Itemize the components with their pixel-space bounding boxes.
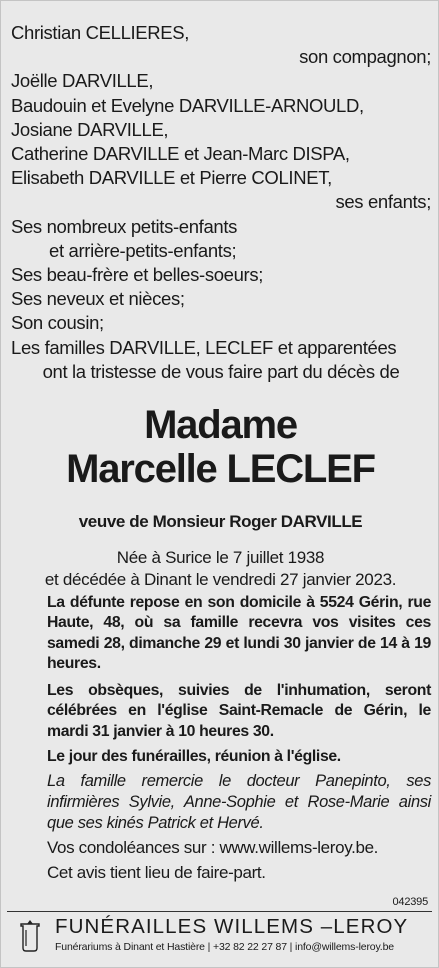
visitation-paragraph: [11, 593, 431, 674]
family-line: Elisabeth DARVILLE et Pierre COLINET,: [11, 167, 332, 189]
widow-of: veuve de Monsieur Roger DARVILLE: [78, 512, 363, 531]
family-line: Ses beau-frère et belles-soeurs;: [11, 264, 264, 286]
family-line: Son cousin;: [11, 312, 104, 334]
reference-number: 042395: [392, 896, 428, 908]
family-line: Ses neveux et nièces;: [11, 288, 185, 310]
birth-death-dates: [1, 547, 439, 590]
urn-logo-icon: [17, 918, 43, 954]
family-line: Christian CELLIERES,: [11, 22, 190, 43]
family-list: [11, 21, 431, 384]
condolences-text: Vos condoléances sur : www.willems-leroy.be.: [47, 838, 379, 857]
family-line: et arrière-petits-enfants;: [49, 239, 237, 261]
family-line: ont la tristesse de vous faire part du décès de: [42, 360, 400, 382]
meeting-paragraph: [11, 747, 431, 767]
meeting-text: Le jour des funérailles, réunion à l'église.: [47, 748, 341, 765]
condolences-paragraph: [11, 838, 431, 858]
family-line: ses enfants;: [335, 191, 431, 213]
death-line: et décédée à Dinant le vendredi 27 janvier 2023.: [44, 569, 397, 589]
funeral-paragraph: [11, 681, 431, 742]
visitation-text: La défunte repose en son domicile à 5524 Gérin, rue Haute, 48, où sa famille recevra vos visites ces samedi 28, dimanche 29 et lundi 30 janvier de 14 à 19 heures.: [47, 594, 431, 672]
family-line: Joëlle DARVILLE,: [11, 70, 154, 92]
birth-line: Née à Surice le 7 juillet 1938: [116, 548, 325, 567]
funeral-home-footer: [7, 911, 432, 961]
family-line: son compagnon;: [299, 46, 431, 68]
thanks-paragraph: [11, 771, 431, 834]
notice-paragraph: [11, 863, 431, 883]
funeral-text: Les obsèques, suivies de l'inhumation, seront célébrées en l'église Saint-Remacle de Gérin, le mardi 31 janvier à 10 heures 30.: [47, 682, 431, 740]
notice-text: Cet avis tient lieu de faire-part.: [47, 863, 266, 882]
family-line: Ses nombreux petits-enfants: [11, 215, 238, 237]
deceased-name-block: [1, 403, 439, 491]
deceased-title: Madame: [144, 403, 297, 447]
family-line: Les familles DARVILLE, LECLEF et apparentées: [11, 336, 397, 358]
family-line: Catherine DARVILLE et Jean-Marc DISPA,: [11, 143, 350, 165]
deceased-name: Marcelle LECLEF: [66, 447, 375, 491]
family-line: Josiane DARVILLE,: [11, 118, 169, 140]
family-line: Baudouin et Evelyne DARVILLE-ARNOULD,: [11, 94, 364, 116]
funeral-home-contact: Funérariums à Dinant et Hastière | +32 82 22 27 87 | info@willems-leroy.be: [55, 941, 394, 953]
funeral-home-brand: FUNÉRAILLES WILLEMS –LEROY: [55, 915, 409, 938]
thanks-text: La famille remercie le docteur Panepinto, ses infirmières Sylvie, Anne-Sophie et Rose-Marie ainsi que ses kinés Patrick et Hervé.: [47, 772, 431, 832]
